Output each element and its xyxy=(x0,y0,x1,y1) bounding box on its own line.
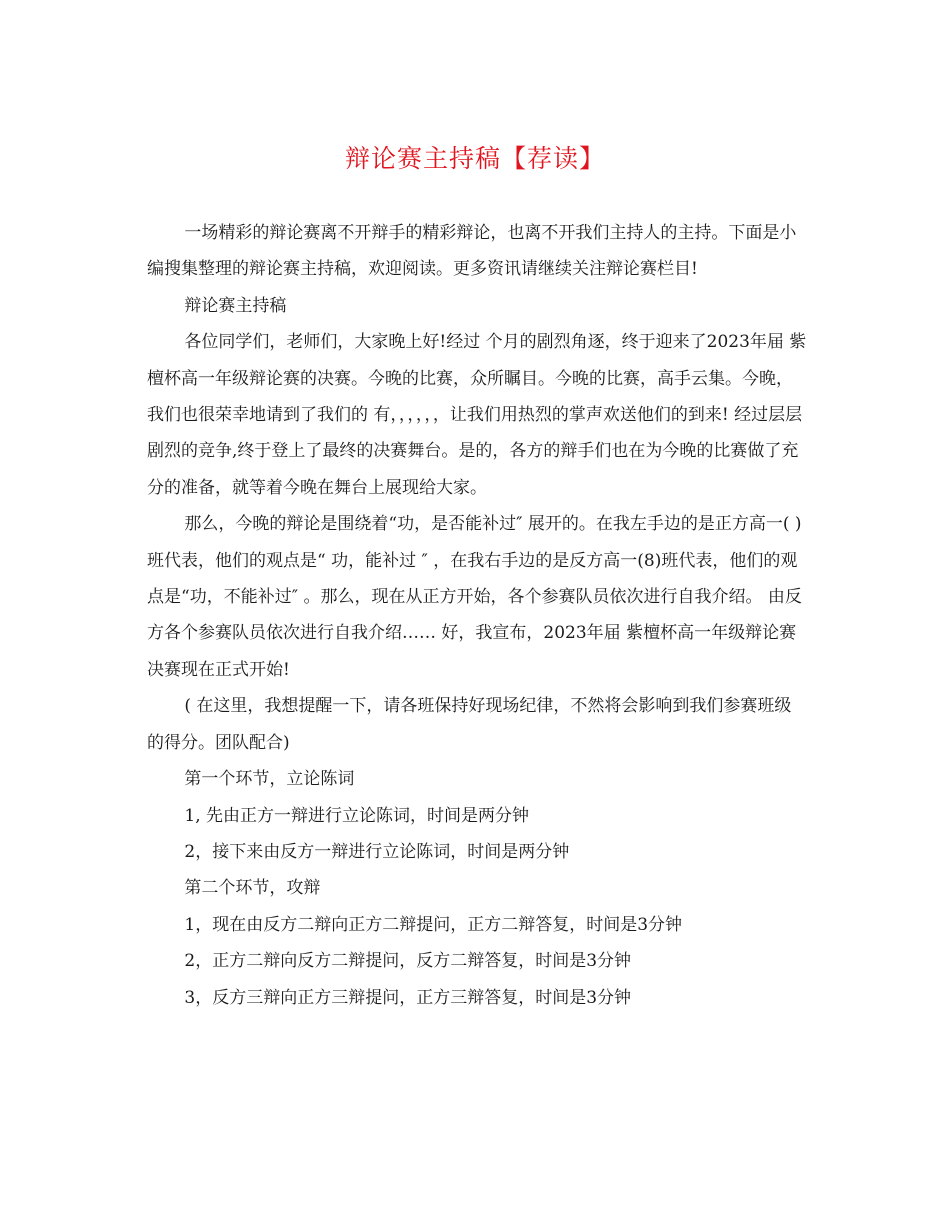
list-item: 1，现在由反方二辩向正方二辩提问，正方二辩答复，时间是3分钟 xyxy=(184,914,683,935)
opening-paragraph: 各位同学们，老师们，大家晚上好!经过 个月的剧烈角逐，终于迎来了2023年届 紫檀杯高一年级辩论赛的决赛。今晚的比赛，众所瞩目。今晚的比赛，高手云集。今晚，我们也很荣幸地请到了我们的 有，，，，，，让我们用热烈的掌声欢送他们的到来! 经过层层剧烈的竞争,终于登上了最终的决赛舞台。是的，各方的辩手们也在为今晚的比赛做了充分的准备，就等着今晚在舞台上展现给大家。 xyxy=(147,332,807,498)
document-body xyxy=(147,215,807,1016)
list-item: 2，接下来由反方一辩进行立论陈词，时间是两分钟 xyxy=(184,841,570,862)
stage-two-heading: 第二个环节，攻辩 xyxy=(184,878,321,899)
list-item: 2，正方二辩向反方二辩提问，反方二辩答复，时间是3分钟 xyxy=(184,951,632,972)
reminder-paragraph: ( 在这里，我想提醒一下，请各班保持好现场纪律，不然将会影响到我们参赛班级的得分。团队配合) xyxy=(147,696,792,753)
topic-paragraph: 那么，今晚的辩论是围绕着“功，是否能补过″ 展开的。在我左手边的是正方高一( )班代表，他们的观点是“ 功，能补过 ″ ，在我右手边的是反方高一(8)班代表，他们的观点是“功，不能补过″ 。那么，现在从正方开始，各个参赛队员依次进行自我介绍。 由反方各个参赛队员依次进行自我介绍…… 好，我宣布，2023年届 紫檀杯高一年级辩论赛决赛现在正式开始! xyxy=(147,514,802,680)
section-heading: 辩论赛主持稿 xyxy=(184,295,287,316)
list-item: 1, 先由正方一辩进行立论陈词，时间是两分钟 xyxy=(184,805,530,826)
intro-paragraph: 一场精彩的辩论赛离不开辩手的精彩辩论，也离不开我们主持人的主持。下面是小编搜集整理的辩论赛主持稿，欢迎阅读。更多资讯请继续关注辩论赛栏目! xyxy=(147,223,797,280)
document-title: 辩论赛主持稿【荐读】 xyxy=(344,144,605,173)
stage-one-heading: 第一个环节，立论陈词 xyxy=(184,769,355,790)
list-item: 3，反方三辩向正方三辩提问，正方三辩答复，时间是3分钟 xyxy=(184,987,632,1008)
